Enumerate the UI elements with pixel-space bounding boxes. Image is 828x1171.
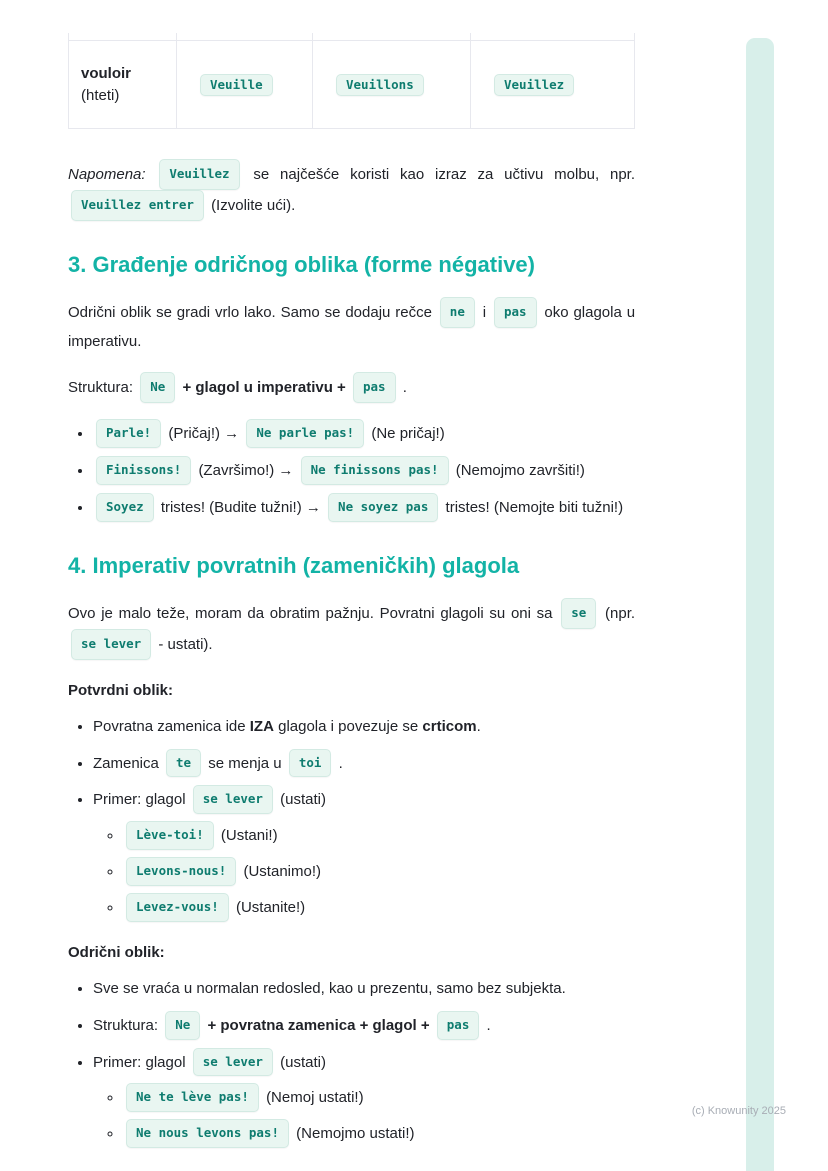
sublist-item (123, 1083, 635, 1112)
list-item-text: Primer: glagol (93, 791, 186, 809)
list-item-text: (Završimo!) → (198, 461, 294, 479)
list-item (93, 1011, 635, 1040)
list-item (93, 1048, 635, 1149)
paragraph-text-bold: + glagol u imperativu + (182, 379, 346, 397)
paragraph-text: Odrični oblik se gradi vrlo lako. Samo se dodaju rečce (68, 304, 432, 322)
code-badge: Parle! (96, 419, 161, 448)
section-3-intro (68, 297, 635, 356)
list-item-text: (Nemojmo završiti!) (455, 461, 585, 479)
paragraph-text: oko glagola u imperativu. (68, 304, 636, 350)
verb-name: vouloir (81, 64, 132, 82)
list-item (93, 456, 635, 485)
list-item-text: . (486, 1016, 491, 1034)
list-item-text: (Ustanite!) (235, 899, 306, 917)
paragraph-text: Struktura: (68, 379, 134, 397)
code-badge: toi (289, 749, 332, 778)
list-item-text: Sve se vraća u normalan redosled, kao u prezentu, samo bez subjekta. (93, 980, 566, 998)
affirmative-form-list (68, 714, 635, 922)
code-badge: Ne finissons pas! (301, 456, 449, 485)
section-3-structure (68, 372, 635, 403)
table-cell-form-nous (312, 41, 470, 128)
code-badge: Veuillez entrer (71, 190, 204, 221)
code-badge: ne (440, 297, 475, 328)
code-badge: Levez-vous! (126, 893, 229, 922)
list-item (93, 785, 635, 922)
paragraph-text: (npr. (605, 605, 636, 623)
table-cell (68, 33, 176, 40)
table-cell-verb (68, 41, 176, 128)
table-cell (312, 33, 470, 40)
page-edge-decoration (746, 38, 774, 1171)
list-item-text: . (338, 754, 343, 772)
affirmative-examples-sublist (93, 821, 635, 922)
list-item-text: (Ustani!) (220, 827, 278, 845)
copyright-footer: (c) Knowunity 2025 (691, 1105, 786, 1117)
verb-translation: (hteti) (81, 86, 120, 104)
negative-examples-sublist (93, 1083, 635, 1148)
paragraph-text: . (402, 379, 407, 397)
list-item-text: Struktura: (93, 1016, 159, 1034)
code-badge: se lever (193, 785, 273, 814)
code-badge: pas (494, 297, 537, 328)
table-cell-form-vous (470, 41, 635, 128)
list-item (93, 976, 635, 1002)
code-badge: Ne (140, 372, 175, 403)
negative-form-list (68, 976, 635, 1148)
sublist-item (123, 821, 635, 850)
sublist-item (123, 893, 635, 922)
sublist-item (123, 857, 635, 886)
list-item-text: se menja u (208, 754, 282, 772)
list-item-text: Zamenica (93, 754, 159, 772)
list-item-text: (Ne pričaj!) (371, 425, 445, 443)
paragraph-text: i (482, 304, 487, 322)
code-badge: Veuille (200, 74, 273, 96)
list-item-text-bold: crticom (422, 718, 477, 736)
code-badge: Veuillez (159, 159, 239, 190)
list-item-text: Primer: glagol (93, 1053, 186, 1071)
list-item-text: (Nemoj ustati!) (266, 1089, 364, 1107)
list-item-text: (Ustanimo!) (243, 863, 321, 881)
table-row-cutoff (68, 33, 635, 40)
list-item-text: (ustati) (280, 1053, 326, 1071)
note-paragraph (68, 159, 635, 221)
table-row-vouloir (68, 40, 635, 129)
code-badge: Soyez (96, 493, 154, 522)
code-badge: pas (353, 372, 396, 403)
list-item-text: glagola i povezuje se (278, 718, 419, 736)
code-badge: Ne (165, 1011, 200, 1040)
code-badge: Lève-toi! (126, 821, 214, 850)
list-item (93, 493, 635, 522)
list-item-text-bold: + povratna zamenica + glagol + (207, 1016, 430, 1034)
note-text: (Izvolite ući). (211, 196, 296, 214)
negative-form-heading: Odrični oblik: (68, 943, 165, 961)
note-label: Napomena: (68, 166, 146, 183)
list-item-text-bold: IZA (249, 718, 274, 736)
note-text: se najčešće koristi kao izraz za učtivu molbu, npr. (253, 166, 635, 183)
code-badge: Levons-nous! (126, 857, 236, 886)
list-item-text: tristes! (Budite tužni!) → (160, 498, 321, 516)
table-cell (470, 33, 635, 40)
code-badge: Finissons! (96, 456, 191, 485)
code-badge: se lever (193, 1048, 273, 1077)
list-item (93, 714, 635, 740)
document-content (68, 0, 635, 1166)
code-badge: Veuillez (494, 74, 574, 96)
code-badge: Ne soyez pas (328, 493, 438, 522)
section-3-title: 3. Građenje odričnog oblika (forme négative) (68, 251, 535, 277)
conjugation-table (68, 33, 635, 129)
list-item-text: (Pričaj!) → (168, 425, 240, 443)
list-item-text: tristes! (Nemojte biti tužni!) (445, 498, 624, 516)
code-badge: se lever (71, 629, 151, 660)
list-item (93, 419, 635, 448)
sublist-item (123, 1119, 635, 1148)
table-cell (176, 33, 312, 40)
table-cell-form-tu (176, 41, 312, 128)
code-badge: Veuillons (336, 74, 424, 96)
paragraph-text: - ustati). (158, 636, 213, 654)
list-item-text: (Nemojmo ustati!) (296, 1125, 415, 1143)
affirmative-form-heading: Potvrdni oblik: (68, 681, 173, 699)
code-badge: Ne nous levons pas! (126, 1119, 289, 1148)
section-3-examples (68, 419, 635, 522)
section-4-title: 4. Imperativ povratnih (zameničkih) glagola (68, 552, 520, 578)
code-badge: te (166, 749, 201, 778)
paragraph-text: Ovo je malo teže, moram da obratim pažnju. Povratni glagoli su oni sa (68, 605, 553, 623)
list-item (93, 749, 635, 778)
code-badge: Ne parle pas! (246, 419, 364, 448)
section-4-intro (68, 598, 635, 660)
code-badge: Ne te lève pas! (126, 1083, 259, 1112)
code-badge: pas (437, 1011, 480, 1040)
code-badge: se (561, 598, 596, 629)
list-item-text: (ustati) (280, 791, 326, 809)
list-item-text: Povratna zamenica ide (93, 718, 246, 736)
list-item-text: . (476, 718, 481, 736)
